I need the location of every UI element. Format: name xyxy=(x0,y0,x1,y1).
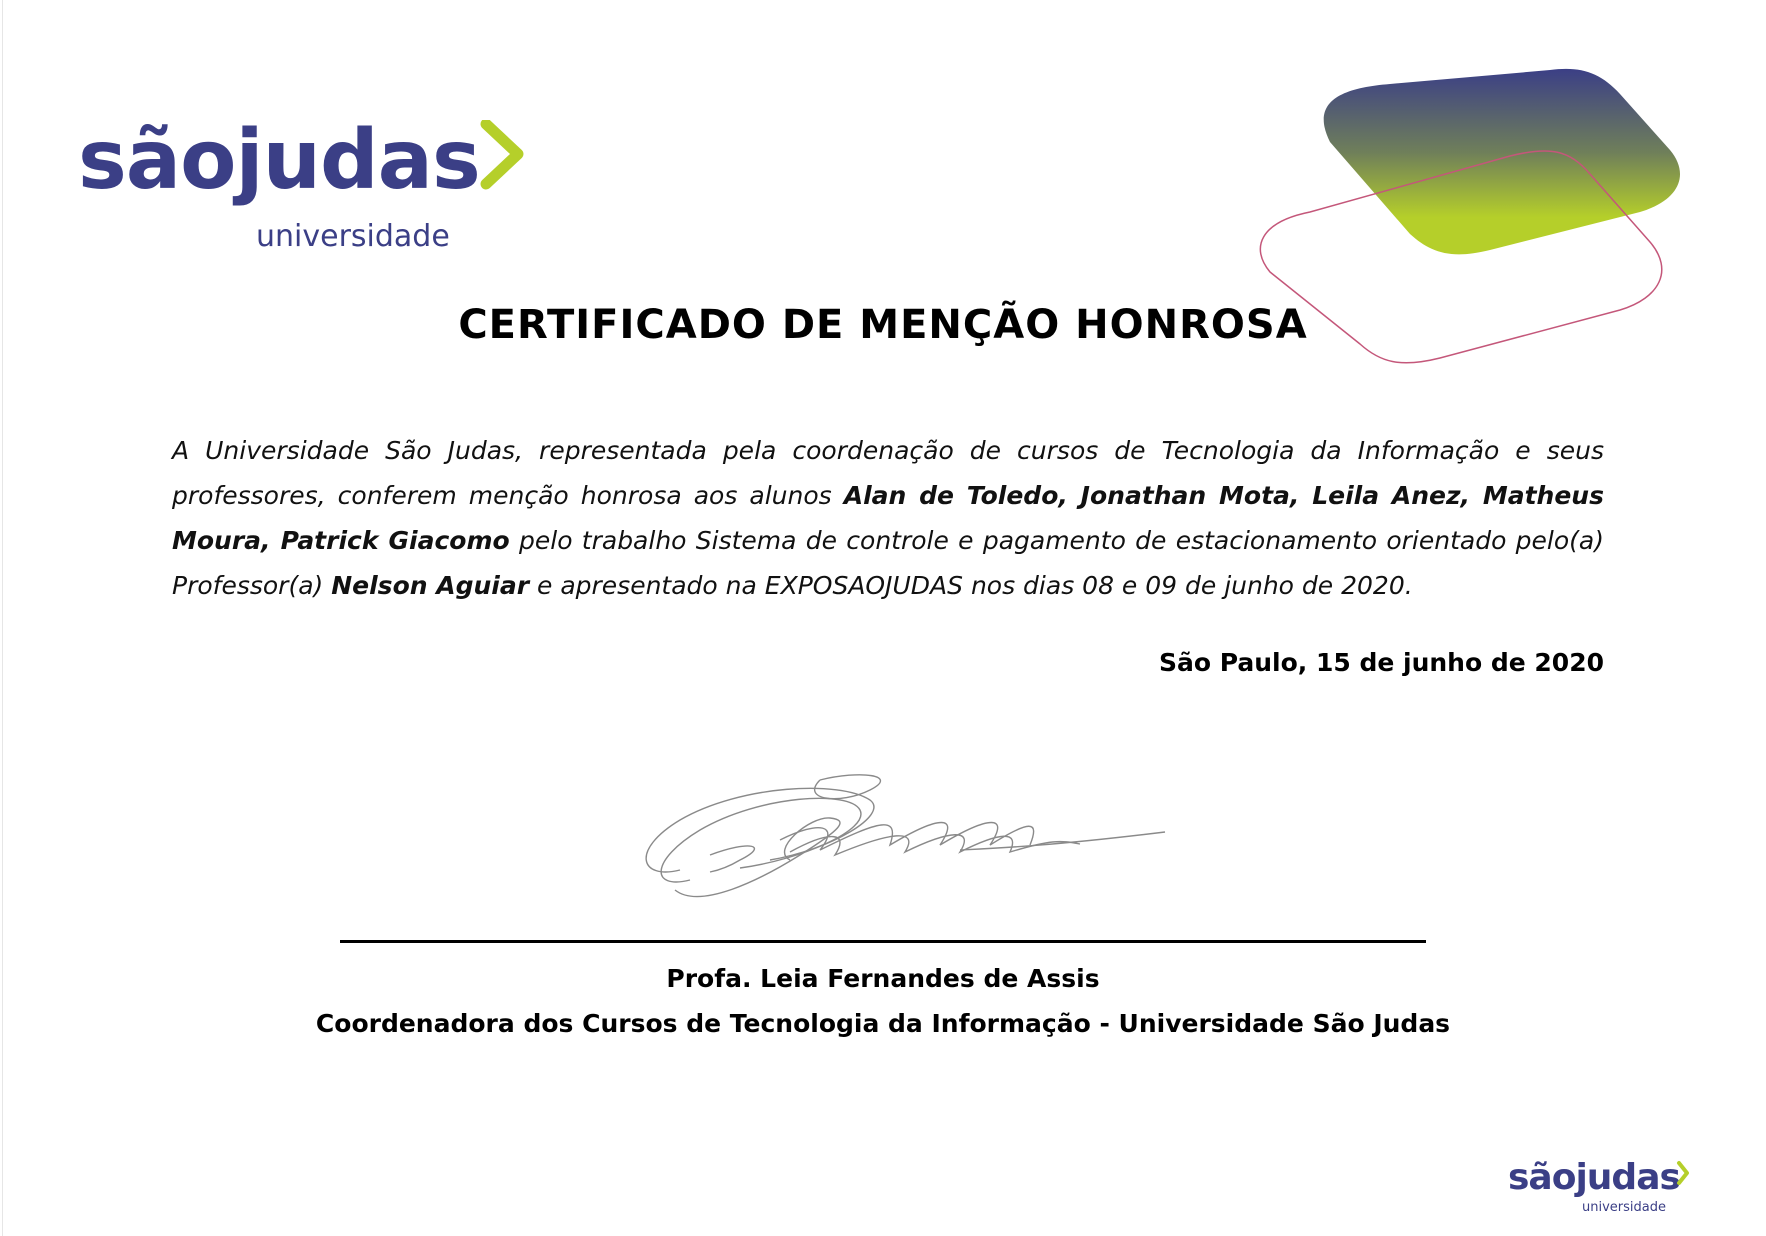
university-logo-small xyxy=(1508,1157,1688,1220)
handwritten-signature xyxy=(620,760,1180,910)
logo-small-wordmark: sãojudas xyxy=(1508,1157,1680,1198)
logo-small-subtitle: universidade xyxy=(1582,1200,1666,1215)
signer-role: Coordenadora dos Cursos de Tecnologia da Informação - Universidade São Judas xyxy=(315,1009,1451,1038)
university-logo xyxy=(78,113,538,270)
student-names: Alan de Toledo, Jonathan Mota, Leila Anez, Matheus Moura, Patrick Giacomo xyxy=(172,481,1604,555)
body-text-part-2: pelo trabalho Sistema de controle e pagamento de estacionamento orientado pelo(a) Professor(a) xyxy=(172,526,1604,600)
logo-chevron-icon xyxy=(478,120,528,192)
signer-name: Profa. Leia Fernandes de Assis xyxy=(666,964,1100,993)
issue-date: São Paulo, 15 de junho de 2020 xyxy=(1158,648,1604,677)
body-text-part-3: e apresentado na EXPOSAOJUDAS nos dias 08 e 09 de junho de 2020. xyxy=(529,571,1413,600)
certificate-body xyxy=(172,428,1604,608)
logo-wordmark: sãojudas xyxy=(78,113,480,208)
logo-subtitle: universidade xyxy=(256,219,450,254)
certificate-title: CERTIFICADO DE MENÇÃO HONROSA xyxy=(458,302,1308,348)
logo-small-chevron-icon xyxy=(1676,1160,1690,1188)
advisor-name: Nelson Aguiar xyxy=(331,571,530,600)
signature-line xyxy=(340,940,1426,943)
page-border xyxy=(2,0,3,1236)
body-text-part-1: A Universidade São Judas, representada pela coordenação de cursos de Tecnologia da Informação e seus professores, conferem menção honrosa aos alunos xyxy=(172,436,1604,510)
